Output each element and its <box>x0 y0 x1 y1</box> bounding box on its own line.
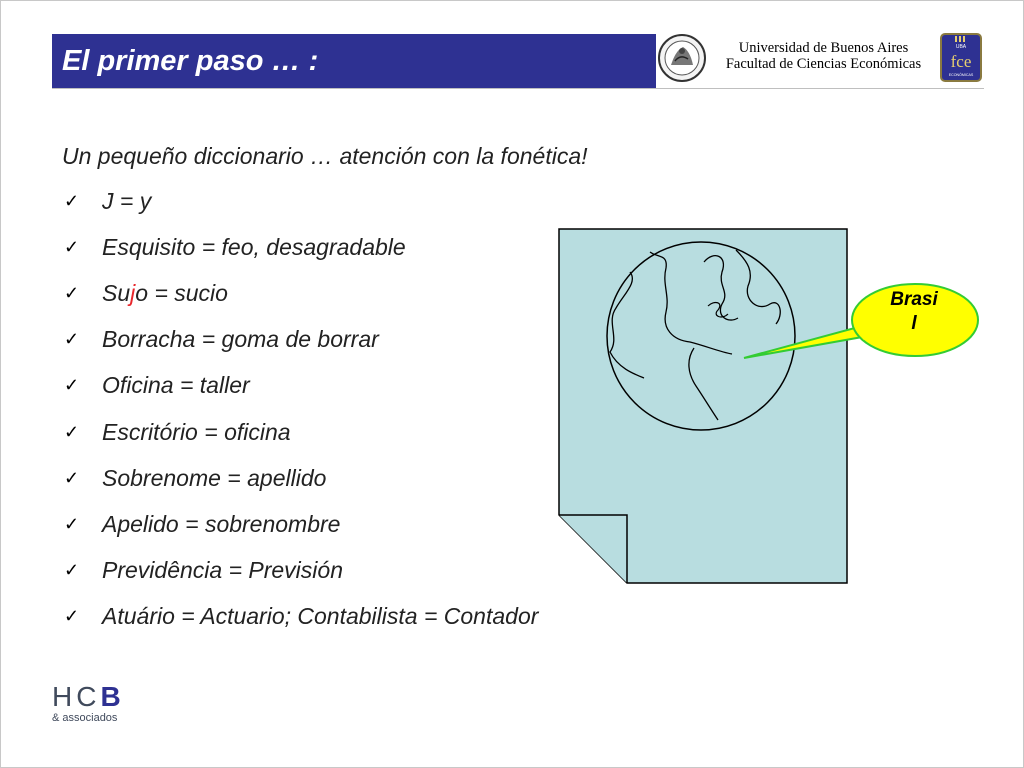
hcb-logo <box>52 682 125 724</box>
university-line-1: Universidad de Buenos Aires <box>738 40 909 56</box>
checkmark-icon: ✓ <box>64 375 80 396</box>
callout-line-2: l <box>911 313 917 334</box>
word-suffix: o = sucio <box>135 279 228 306</box>
slide-title: El primer paso … : <box>62 44 319 77</box>
checkmark-icon: ✓ <box>64 560 80 581</box>
document-folded-corner <box>559 515 627 583</box>
list-item-text <box>102 280 228 307</box>
list-item-text: Previdência = Previsión <box>102 557 343 584</box>
list-item-text: Escritório = oficina <box>102 418 291 445</box>
hcb-mark-b: B <box>100 681 125 712</box>
intro-text: Un pequeño diccionario … atención con la fonética! <box>62 143 588 169</box>
list-item-text: J = y <box>102 187 152 214</box>
callout-text <box>852 288 976 336</box>
hcb-mark-hc: HC <box>52 681 101 712</box>
word-prefix: Su <box>102 279 131 306</box>
list-item <box>62 178 762 224</box>
hcb-subtitle: & associados <box>52 712 118 724</box>
title-bar <box>52 34 656 88</box>
hcb-mark <box>52 682 125 712</box>
checkmark-icon: ✓ <box>64 513 80 534</box>
highlighted-letter: j <box>130 279 136 306</box>
list-item-text: Atuário = Actuario; Contabilista = Contador <box>102 603 539 630</box>
checkmark-icon: ✓ <box>64 606 80 627</box>
checkmark-icon: ✓ <box>64 467 80 488</box>
list-item-text: Borracha = goma de borrar <box>102 326 379 353</box>
checkmark-icon: ✓ <box>64 329 80 350</box>
university-name <box>716 40 931 72</box>
list-item-text: Esquisito = feo, desagradable <box>102 233 406 260</box>
checkmark-icon: ✓ <box>64 190 80 211</box>
fce-logo-top: UBA <box>955 44 967 50</box>
checkmark-icon: ✓ <box>64 421 80 442</box>
fce-logo-bottom: ECONÓMICAS <box>948 73 974 77</box>
list-item-text: Sobrenome = apellido <box>102 464 327 491</box>
header-divider <box>52 88 984 89</box>
university-line-2: Facultad de Ciencias Económicas <box>725 56 922 72</box>
uba-seal-logo <box>657 31 707 85</box>
fce-logo-text: fce <box>950 52 972 71</box>
checkmark-icon: ✓ <box>64 282 80 303</box>
list-item-text: Oficina = taller <box>102 372 250 399</box>
checkmark-icon: ✓ <box>64 236 80 257</box>
callout-line-1: Brasi <box>890 289 938 310</box>
list-item-text: Apelido = sobrenombre <box>102 510 341 537</box>
list-item <box>62 594 762 640</box>
fce-logo <box>940 31 982 83</box>
